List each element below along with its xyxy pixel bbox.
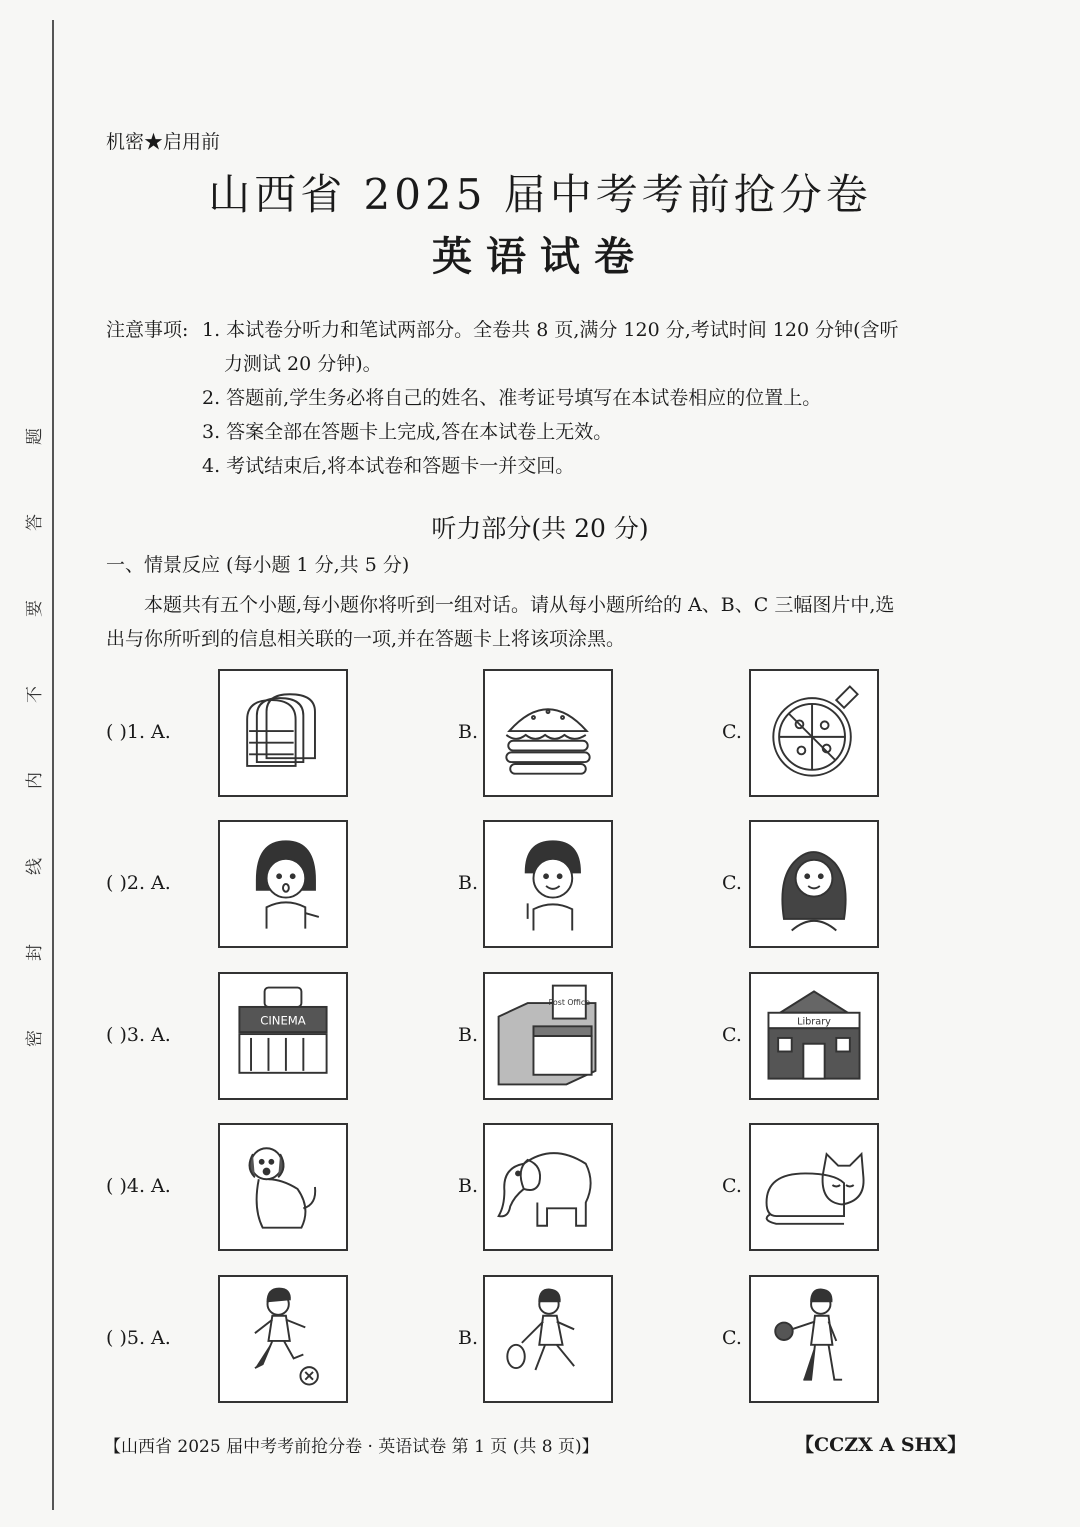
woman-icon <box>751 822 877 946</box>
option-b-picture[interactable] <box>483 1275 613 1403</box>
footer-code: 【CCZX A SHX】 <box>795 1434 967 1456</box>
option-c-label: C. <box>722 721 742 743</box>
option-c-picture[interactable] <box>749 1123 879 1251</box>
option-c-picture[interactable] <box>749 972 879 1100</box>
option-c-label: C. <box>722 1024 742 1046</box>
option-b-label: B. <box>458 872 479 894</box>
side-char: 答 <box>25 514 45 531</box>
girl-icon <box>220 822 346 946</box>
question-row <box>0 669 1080 801</box>
option-c-label: C. <box>722 872 742 894</box>
option-b-picture[interactable] <box>483 820 613 948</box>
section-title: 听力部分(共 20 分) <box>431 514 649 543</box>
post-office-sign-text: Post Office <box>548 998 590 1007</box>
badminton-player-icon <box>485 1277 611 1401</box>
option-c-label: C. <box>722 1327 742 1349</box>
option-a-picture[interactable] <box>218 1123 348 1251</box>
exam-title: 山西省 2025 届中考考前抢分卷 <box>208 170 872 219</box>
boy-icon <box>485 822 611 946</box>
instructions <box>106 588 976 656</box>
dog-icon <box>220 1125 346 1249</box>
question-row <box>0 972 1080 1104</box>
side-char: 不 <box>25 686 45 703</box>
question-row <box>0 1123 1080 1255</box>
bread-icon <box>220 671 346 795</box>
option-b-label: B. <box>458 1175 479 1197</box>
option-b-picture[interactable] <box>483 1123 613 1251</box>
option-c-picture[interactable] <box>749 669 879 797</box>
question-number: ( )3. A. <box>106 1024 171 1046</box>
side-char: 题 <box>25 428 45 445</box>
pizza-icon <box>751 671 877 795</box>
post-office-icon <box>485 974 611 1098</box>
option-c-picture[interactable] <box>749 1275 879 1403</box>
question-number: ( )1. A. <box>106 721 171 743</box>
option-a-picture[interactable] <box>218 972 348 1100</box>
hamburger-icon <box>485 671 611 795</box>
option-a-picture[interactable] <box>218 1275 348 1403</box>
part-title: 一、情景反应 (每小题 1 分,共 5 分) <box>106 554 410 576</box>
football-player-icon <box>220 1277 346 1401</box>
side-char: 线 <box>25 858 45 875</box>
option-c-picture[interactable] <box>749 820 879 948</box>
option-b-label: B. <box>458 1024 479 1046</box>
note-item: 2. 答题前,学生务必将自己的姓名、准考证号填写在本试卷相应的位置上。 <box>202 387 822 409</box>
cinema-sign-text: CINEMA <box>260 1013 306 1028</box>
notes-lead: 注意事项: <box>106 319 189 341</box>
option-c-label: C. <box>722 1175 742 1197</box>
option-b-label: B. <box>458 721 479 743</box>
instruction-line: 出与你所听到的信息相关联的一项,并在答题卡上将该项涂黑。 <box>106 628 626 650</box>
question-number: ( )4. A. <box>106 1175 171 1197</box>
side-char: 内 <box>25 772 45 789</box>
notes-block <box>106 313 976 483</box>
confidential-mark: 机密★启用前 <box>106 131 221 153</box>
subject-title: 英语试卷 <box>432 233 648 280</box>
library-sign-text: Library <box>797 1016 831 1028</box>
question-number: ( )2. A. <box>106 872 171 894</box>
cinema-icon <box>220 974 346 1098</box>
side-char: 封 <box>25 944 45 961</box>
option-b-label: B. <box>458 1327 479 1349</box>
option-b-picture[interactable] <box>483 972 613 1100</box>
option-a-picture[interactable] <box>218 820 348 948</box>
note-item: 力测试 20 分钟)。 <box>224 353 382 375</box>
note-item: 1. 本试卷分听力和笔试两部分。全卷共 8 页,满分 120 分,考试时间 120 分钟(含听 <box>202 319 899 341</box>
footer-page-info: 【山西省 2025 届中考考前抢分卷 · 英语试卷 第 1 页 (共 8 页)】 <box>104 1437 599 1457</box>
option-b-picture[interactable] <box>483 669 613 797</box>
library-icon <box>751 974 877 1098</box>
volleyball-player-icon <box>751 1277 877 1401</box>
question-number: ( )5. A. <box>106 1327 171 1349</box>
option-a-picture[interactable] <box>218 669 348 797</box>
side-char: 要 <box>25 600 45 617</box>
question-row <box>0 820 1080 952</box>
elephant-icon <box>485 1125 611 1249</box>
note-item: 3. 答案全部在答题卡上完成,答在本试卷上无效。 <box>202 421 613 443</box>
question-row <box>0 1275 1080 1407</box>
note-item: 4. 考试结束后,将本试卷和答题卡一并交回。 <box>202 455 575 477</box>
instruction-line: 本题共有五个小题,每小题你将听到一组对话。请从每小题所给的 A、B、C 三幅图片中,选 <box>144 594 895 616</box>
side-char: 密 <box>25 1030 45 1047</box>
cat-icon <box>751 1125 877 1249</box>
